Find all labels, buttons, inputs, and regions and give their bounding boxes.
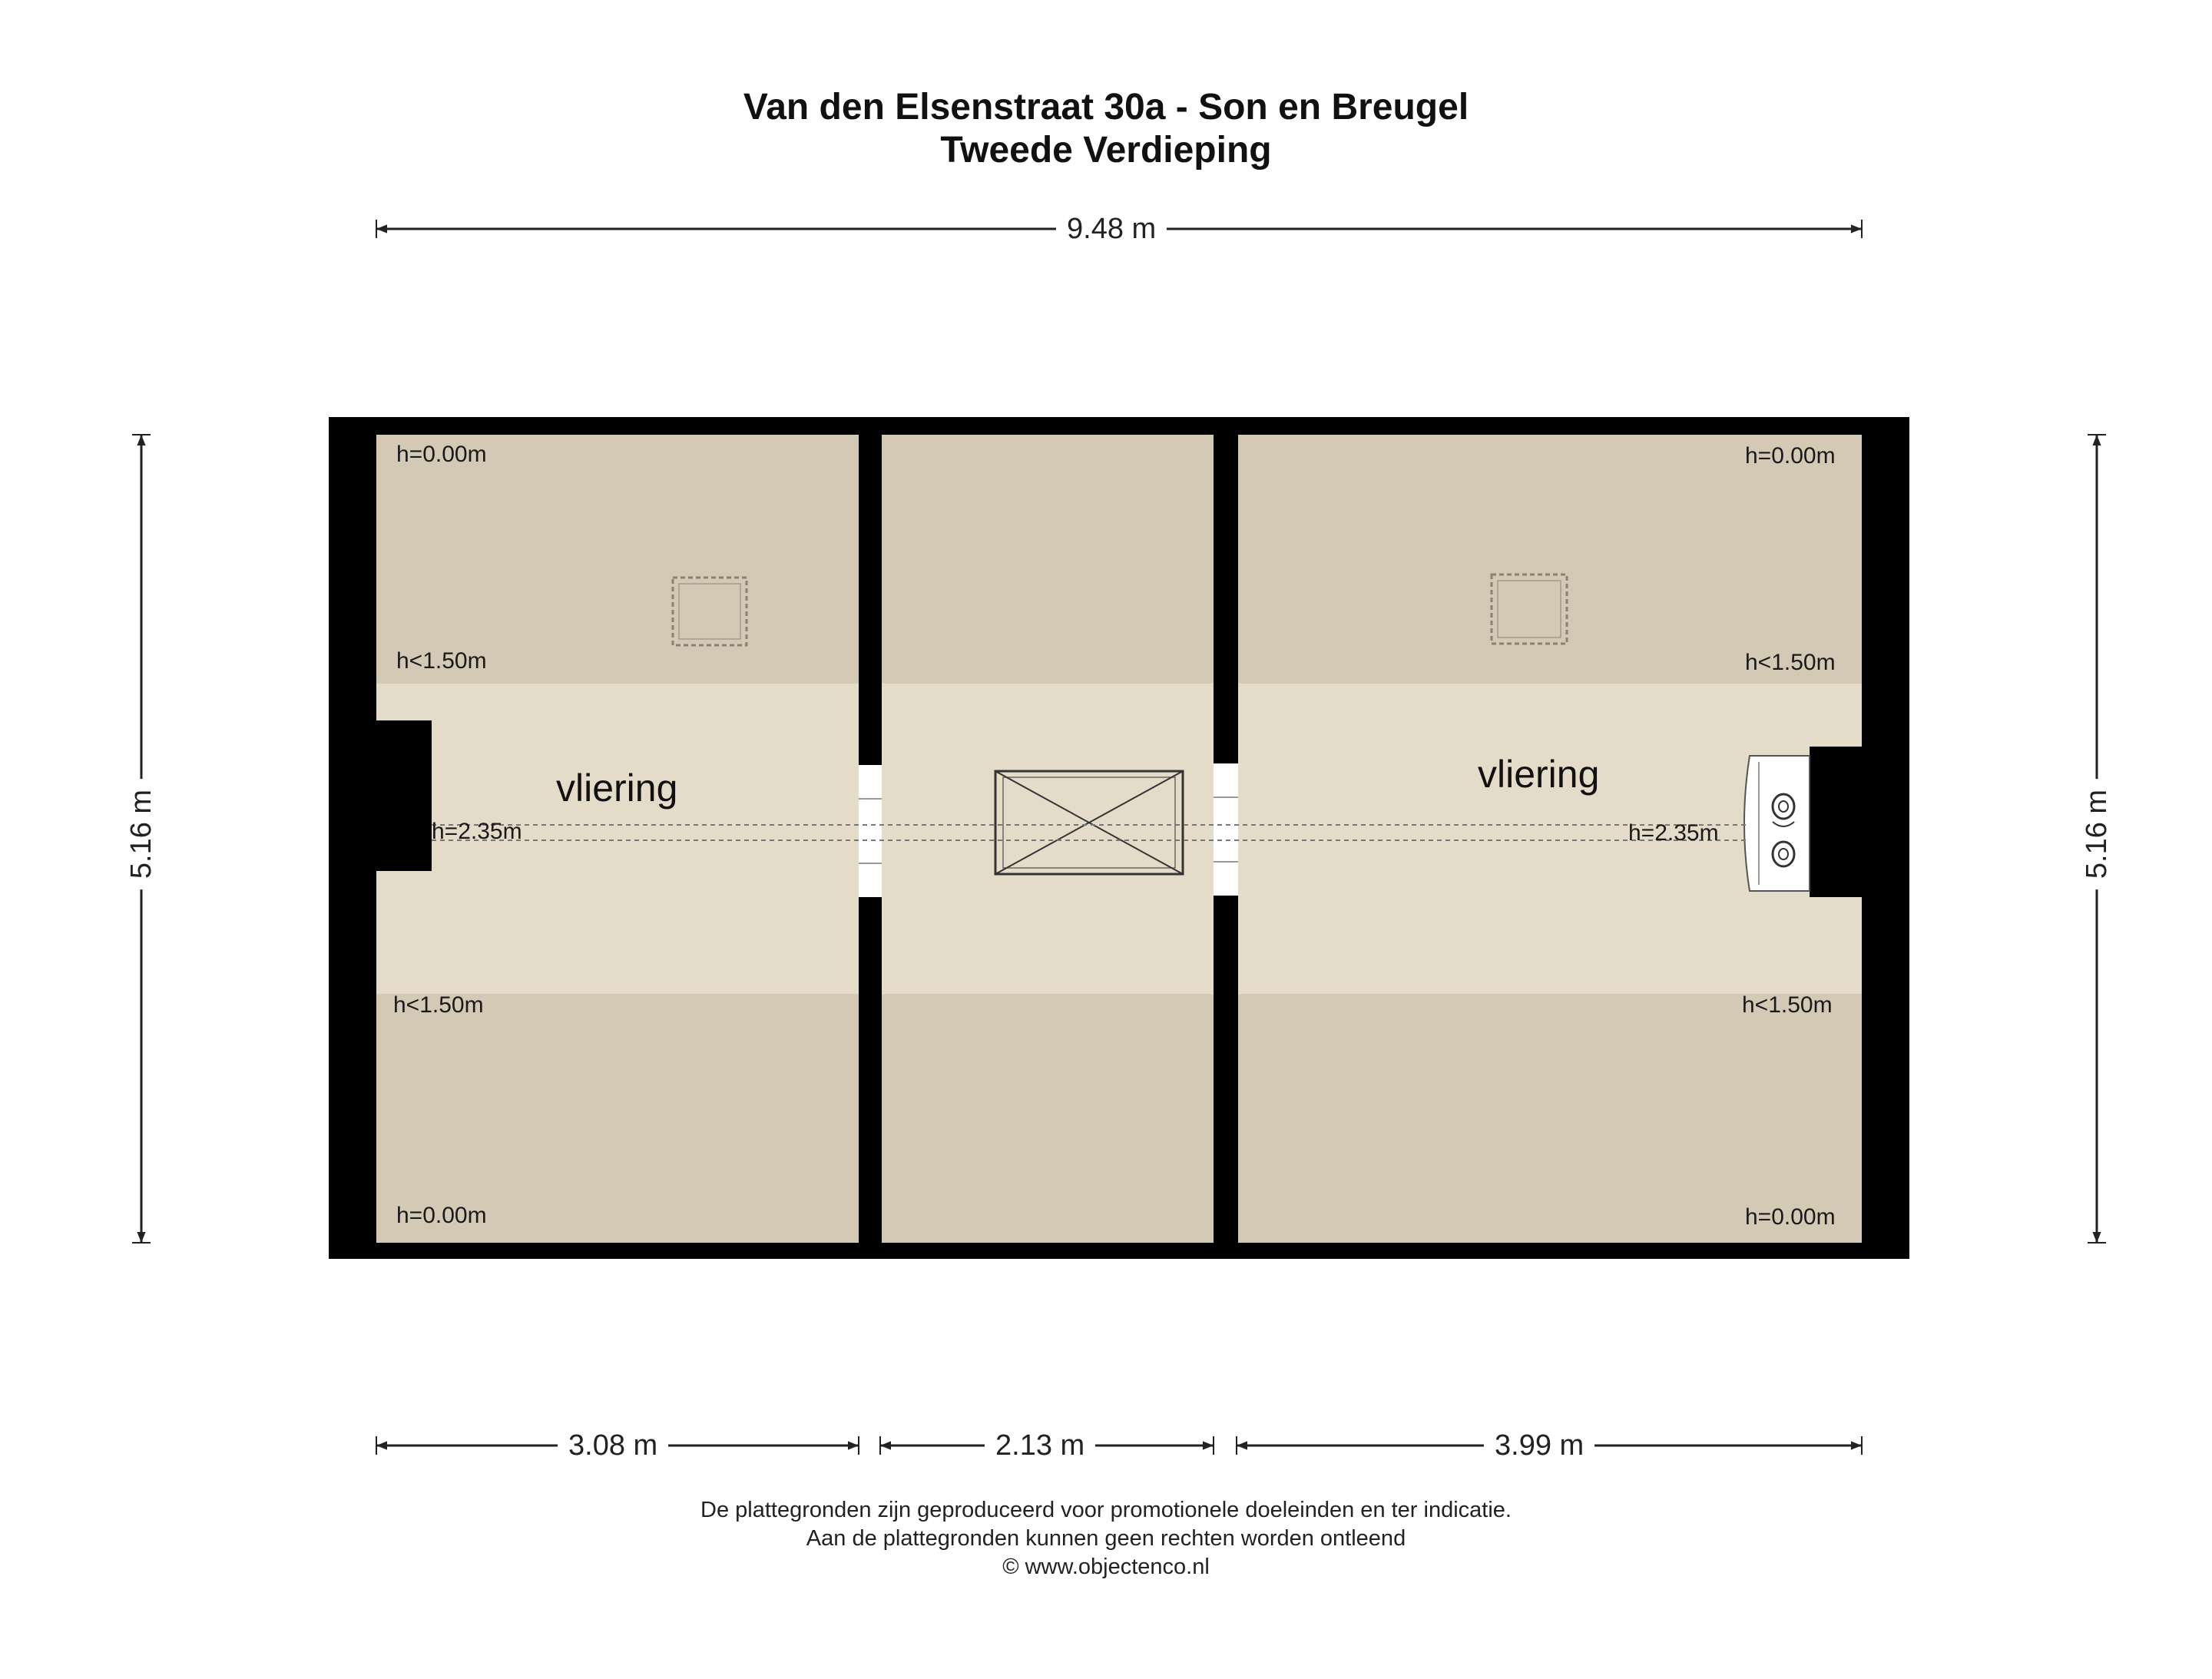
height-label: h<1.50m bbox=[393, 992, 484, 1018]
dimension-segment-right: 3.99 m bbox=[1484, 1428, 1594, 1463]
door-opening-left bbox=[859, 765, 882, 897]
plan-title: Van den Elsenstraat 30a - Son en Breugel bbox=[743, 87, 1469, 127]
height-label: h<1.50m bbox=[396, 648, 487, 674]
door-opening-right bbox=[1214, 763, 1238, 896]
height-label: h=2.35m bbox=[1628, 820, 1719, 846]
height-label: h=0.00m bbox=[1745, 1204, 1836, 1230]
chimney-left bbox=[376, 720, 432, 871]
height-label: h<1.50m bbox=[1742, 992, 1833, 1018]
height-label: h=0.00m bbox=[396, 442, 487, 467]
height-label: h<1.50m bbox=[1745, 650, 1836, 675]
height-label: h=0.00m bbox=[396, 1203, 487, 1228]
dimension-segment-middle: 2.13 m bbox=[985, 1428, 1095, 1463]
disclaimer-line-1: De plattegronden zijn geproduceerd voor promotionele doeleinden en ter indicatie. bbox=[700, 1498, 1512, 1522]
floor-name: Tweede Verdieping bbox=[940, 130, 1272, 171]
chimney-right bbox=[1810, 747, 1862, 897]
boiler-icon bbox=[1744, 756, 1810, 891]
dimension-right-height: 5.16 m bbox=[2079, 779, 2114, 889]
height-label: h=2.35m bbox=[432, 819, 522, 844]
height-label: h=0.00m bbox=[1745, 443, 1836, 469]
copyright-link[interactable]: © www.objectenco.nl bbox=[1002, 1555, 1210, 1579]
room-name-left: vliering bbox=[556, 767, 678, 810]
room-name-right: vliering bbox=[1478, 753, 1600, 796]
dimension-segment-left: 3.08 m bbox=[558, 1428, 668, 1463]
room-middle bbox=[882, 435, 1214, 1243]
disclaimer-line-2: Aan de plattegronden kunnen geen rechten worden ontleend bbox=[806, 1526, 1406, 1551]
dimension-left-height: 5.16 m bbox=[124, 779, 159, 889]
dimension-total-width: 9.48 m bbox=[1056, 211, 1167, 247]
